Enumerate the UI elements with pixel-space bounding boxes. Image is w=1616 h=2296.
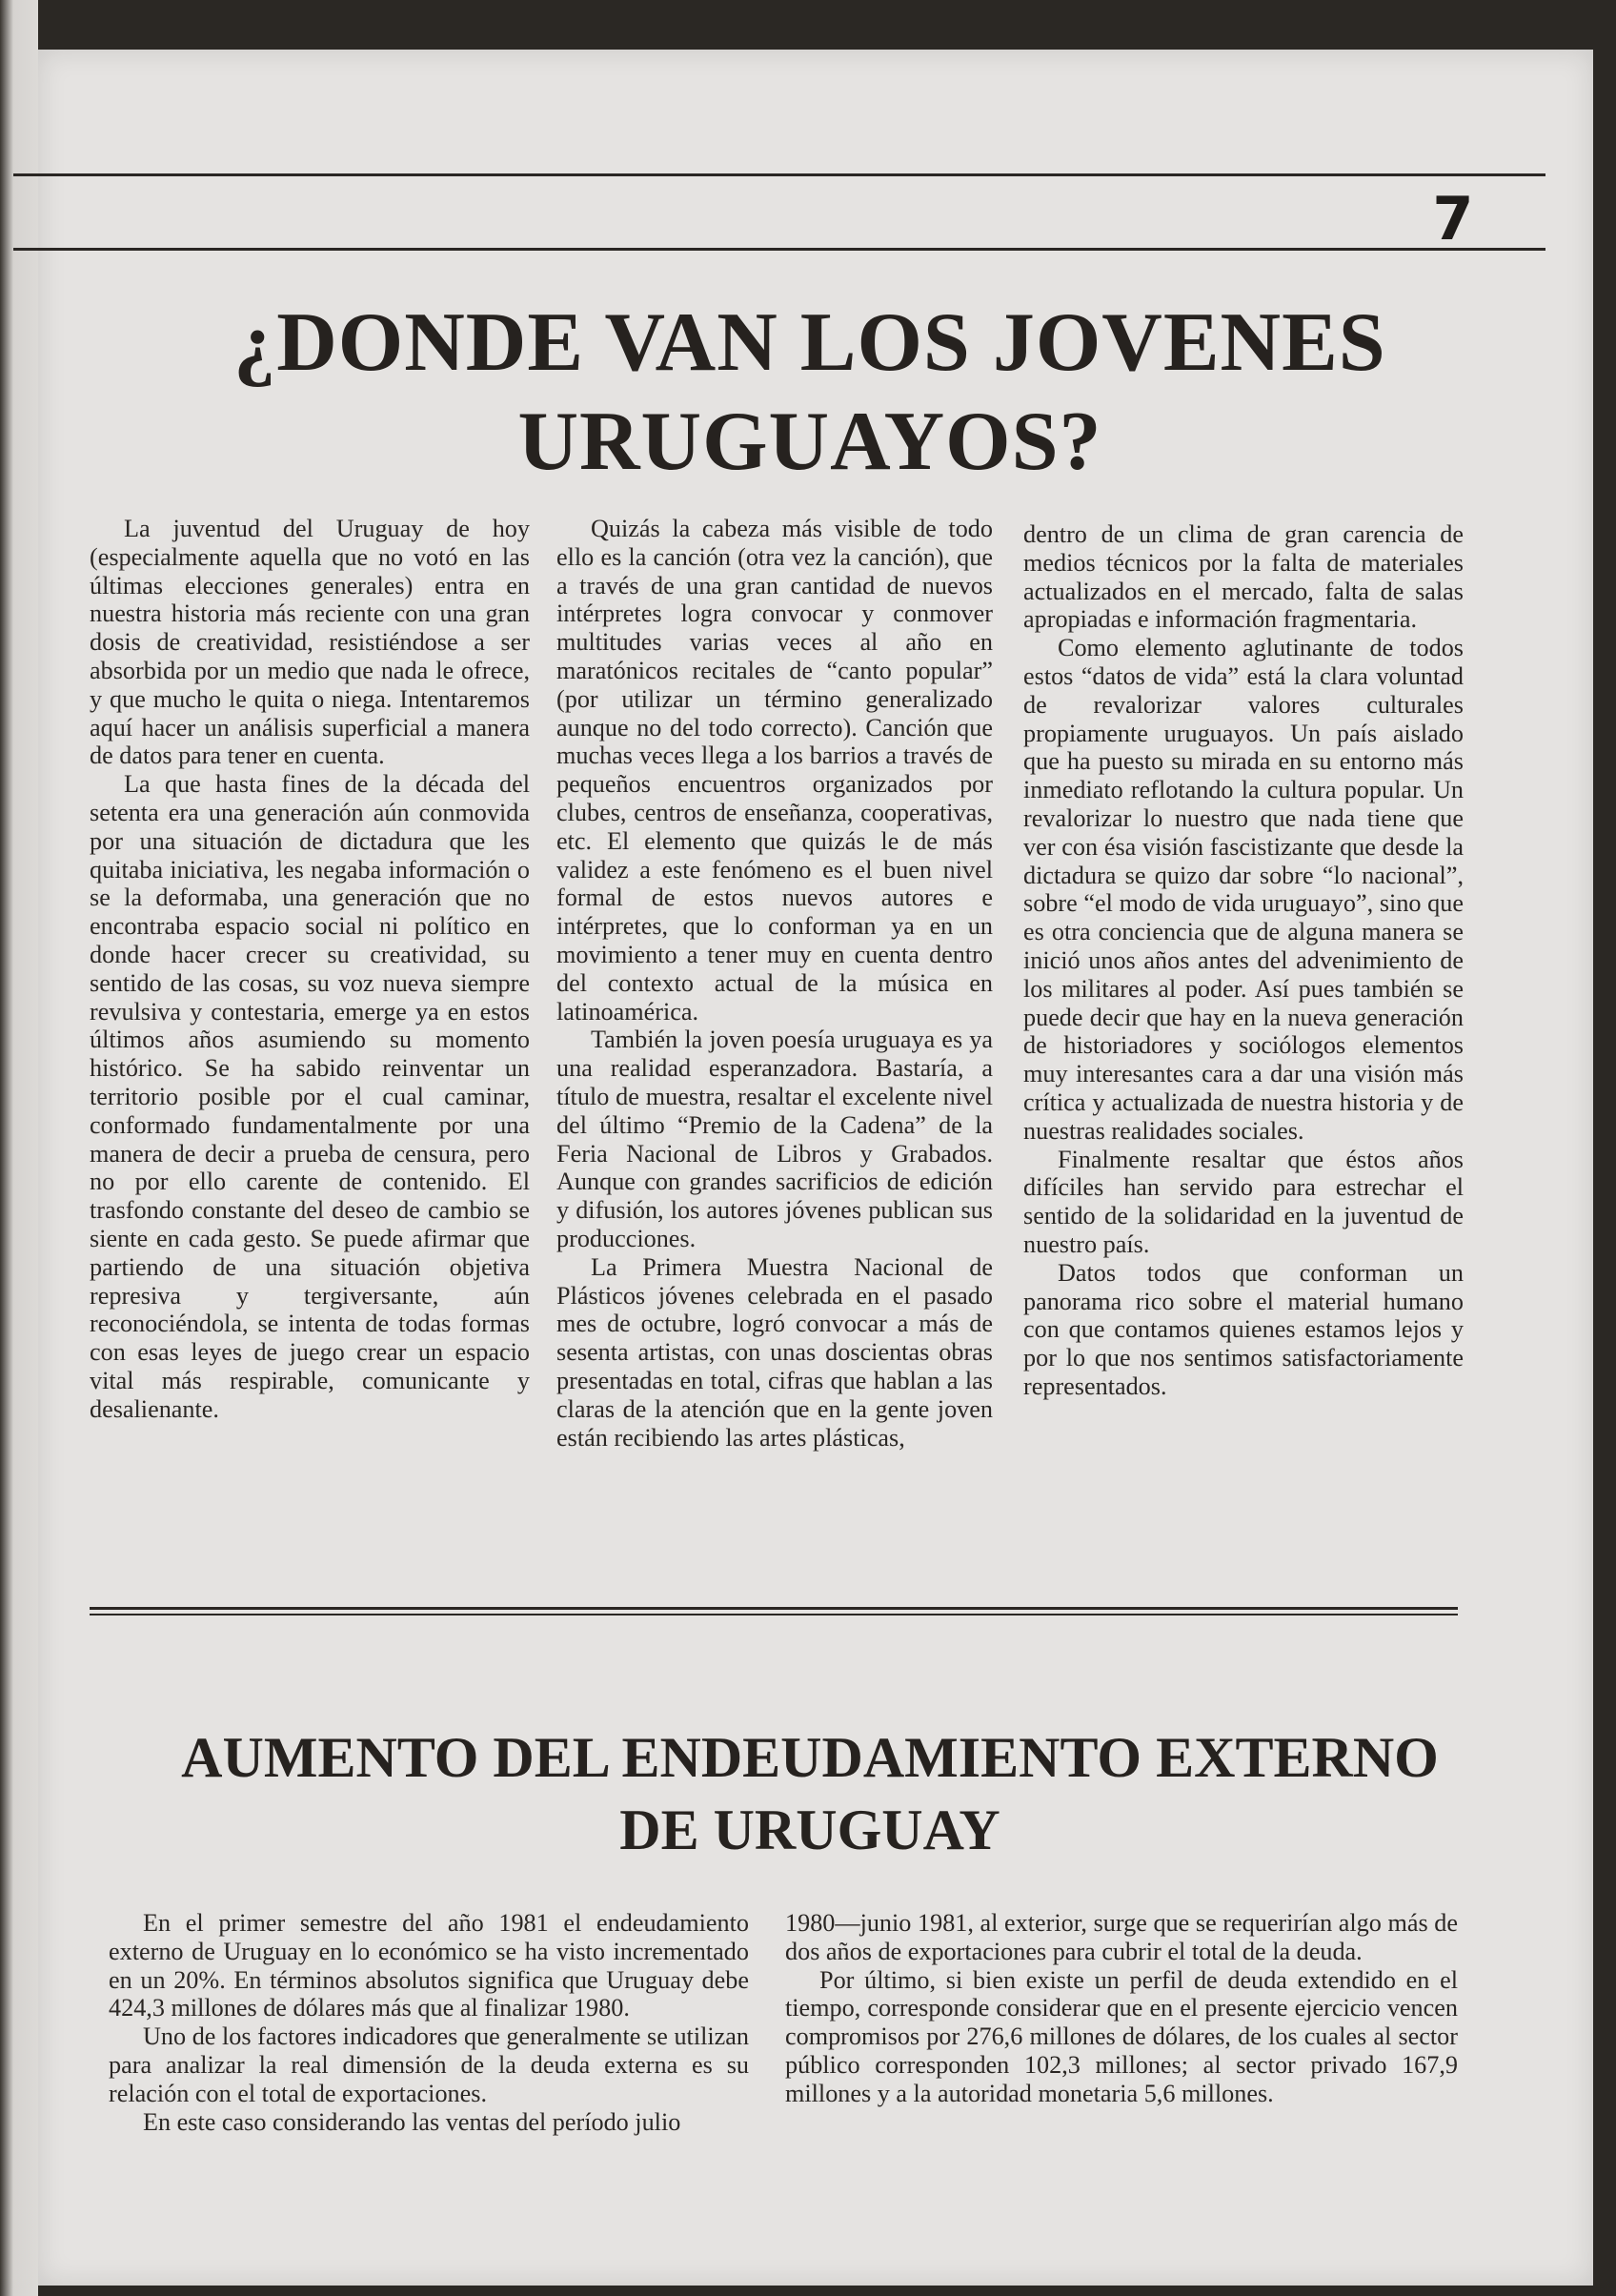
- header-rule-bottom: [13, 248, 1545, 251]
- article2-title-line: AUMENTO DEL ENDEUDAMIENTO EXTERNO: [181, 1726, 1439, 1789]
- header-rule-top: [13, 173, 1545, 176]
- article2-paragraph: En el primer semestre del año 1981 el endeudamiento externo de Uruguay en lo económico se ha visto incrementado en un 20%. En términos absolutos significa que Uruguay debe 424,3 millones de dólares más que al finalizar 1980.: [109, 1909, 749, 2022]
- section-divider-top: [90, 1607, 1458, 1610]
- article2-title: [95, 1721, 1525, 1866]
- article2-title-line: DE URUGUAY: [619, 1798, 1000, 1861]
- previous-page-edge: [0, 0, 38, 2296]
- article1-column-2: [556, 515, 993, 1452]
- article1-paragraph: dentro de un clima de gran carencia de medios técnicos por la falta de materiales actualizados en el mercado, falta de salas apropiadas e información fragmentaria.: [1023, 520, 1464, 634]
- article1-paragraph: Como elemento aglutinante de todos estos “datos de vida” está la clara voluntad de revalorizar valores culturales propiamente uruguayos. Un país aislado que ha puesto su mirada en su entorno más inmediato reflotando la cultura popular. Un revalorizar lo nuestro que nada tiene que ver con ésa visión fascistizante que desde la dictadura se quizo dar sobre “lo nacional”, sobre “el modo de vida uruguayo”, sino que es otra conciencia que de alguna manera se inició unos años antes del advenimiento de los militares al poder. Así pues también se puede decir que hay en la nueva generación de historiadores y sociólogos elementos muy interesantes cara a dar una visión más crítica y actualizada de nuestra historia y de nuestras realidades sociales.: [1023, 634, 1464, 1145]
- article1-column-1: [90, 515, 530, 1424]
- article1-column-3: [1023, 520, 1464, 1401]
- article1-paragraph: También la joven poesía uruguaya es ya una realidad esperanzadora. Bastaría, a título de muestra, resaltar el excelente nivel del último “Premio de la Cadena” de la Feria Nacional de Libros y Grabados. Aunque con grandes sacrificios de edición y difusión, los autores jóvenes publican sus producciones.: [556, 1026, 993, 1252]
- article2-column-1: [109, 1909, 749, 2136]
- section-divider-bottom: [90, 1614, 1458, 1615]
- article1-paragraph: La juventud del Uruguay de hoy (especialmente aquella que no votó en las últimas elecciones generales) entra en nuestra historia más reciente con una gran dosis de creatividad, resistiéndose a ser absorbida por un medio que nada le ofrece, y que mucho le quita o niega. Intentaremos aquí hacer un análisis superficial a manera de datos para tener en cuenta.: [90, 515, 530, 770]
- article2-paragraph: 1980—junio 1981, al exterior, surge que se requerirían algo más de dos años de exportaciones para cubrir el total de la deuda.: [785, 1909, 1458, 1965]
- article1-paragraph: La que hasta fines de la década del setenta era una generación aún conmovida por una situación de dictadura que les quitaba iniciativa, les negaba información o se la deformaba, una generación que no encontraba espacio social ni político en donde hacer crecer su creatividad, su sentido de las cosas, su voz nueva siempre revulsiva y contestaria, emerge ya en estos últimos años asumiendo su momento histórico. Se ha sabido reinventar un territorio posible por el cual caminar, conformado fundamentalmente por una manera de decir a prueba de censura, pero no por ello carente de contenido. El trasfondo constante del deseo de cambio se siente en cada gesto. Se puede afirmar que partiendo de una situación objetiva represiva y tergiversante, aún reconociéndola, se intenta de todas formas con esas leyes de juego crear un espacio vital más respirable, comunicante y desalienante.: [90, 770, 530, 1423]
- article2-paragraph: Uno de los factores indicadores que generalmente se utilizan para analizar la real dimensión de la deuda externa es su relación con el total de exportaciones.: [109, 2022, 749, 2107]
- article1-paragraph: La Primera Muestra Nacional de Plásticos jóvenes celebrada en el pasado mes de octubre, logró convocar a más de sesenta artistas, con unas doscientas obras presentadas en total, cifras que hablan a las claras de la atención que en la gente joven están recibiendo las artes plásticas,: [556, 1252, 993, 1452]
- article1-paragraph: Finalmente resaltar que éstos años difíciles han servido para estrechar el sentido de la solidaridad en la juventud de nuestro país.: [1023, 1145, 1464, 1258]
- article1-paragraph: Datos todos que conforman un panorama rico sobre el material humano con que contamos quienes estamos lejos y por lo que nos sentimos satisfactoriamente representados.: [1023, 1258, 1464, 1400]
- article2-paragraph: En este caso considerando las ventas del período julio: [143, 2107, 681, 2136]
- article1-paragraph: Quizás la cabeza más visible de todo ello es la canción (otra vez la canción), que a través de una gran cantidad de nuevos intérpretes logra convocar y conmover multitudes varias veces al año en maratónicos recitales de “canto popular” (por utilizar un término generalizado aunque no del todo correcto). Canción que muchas veces llega a los barrios a través de pequeños encuentros organizados por clubes, centros de enseñanza, cooperativas, etc. El elemento que quizás le de más validez a este fenómeno es el buen nivel formal de estos nuevos autores e intérpretes, que lo conforman ya en un movimiento a tener muy en cuenta dentro del contexto actual de la música en latinoamérica.: [556, 515, 993, 1026]
- page-number: 7: [1432, 184, 1474, 254]
- article1-title: ¿DONDE VAN LOS JOVENES URUGUAYOS?: [233, 296, 1386, 488]
- article2-column-2: [785, 1909, 1458, 2108]
- article2-paragraph: Por último, si bien existe un perfil de deuda extendido en el tiempo, corresponde considerar que en el presente ejercicio vencen compromisos por 276,6 millones de dólares, de los cuales al sector público corresponden 102,3 millones; al sector privado 167,9 millones y a la autoridad monetaria 5,6 millones.: [785, 1965, 1458, 2107]
